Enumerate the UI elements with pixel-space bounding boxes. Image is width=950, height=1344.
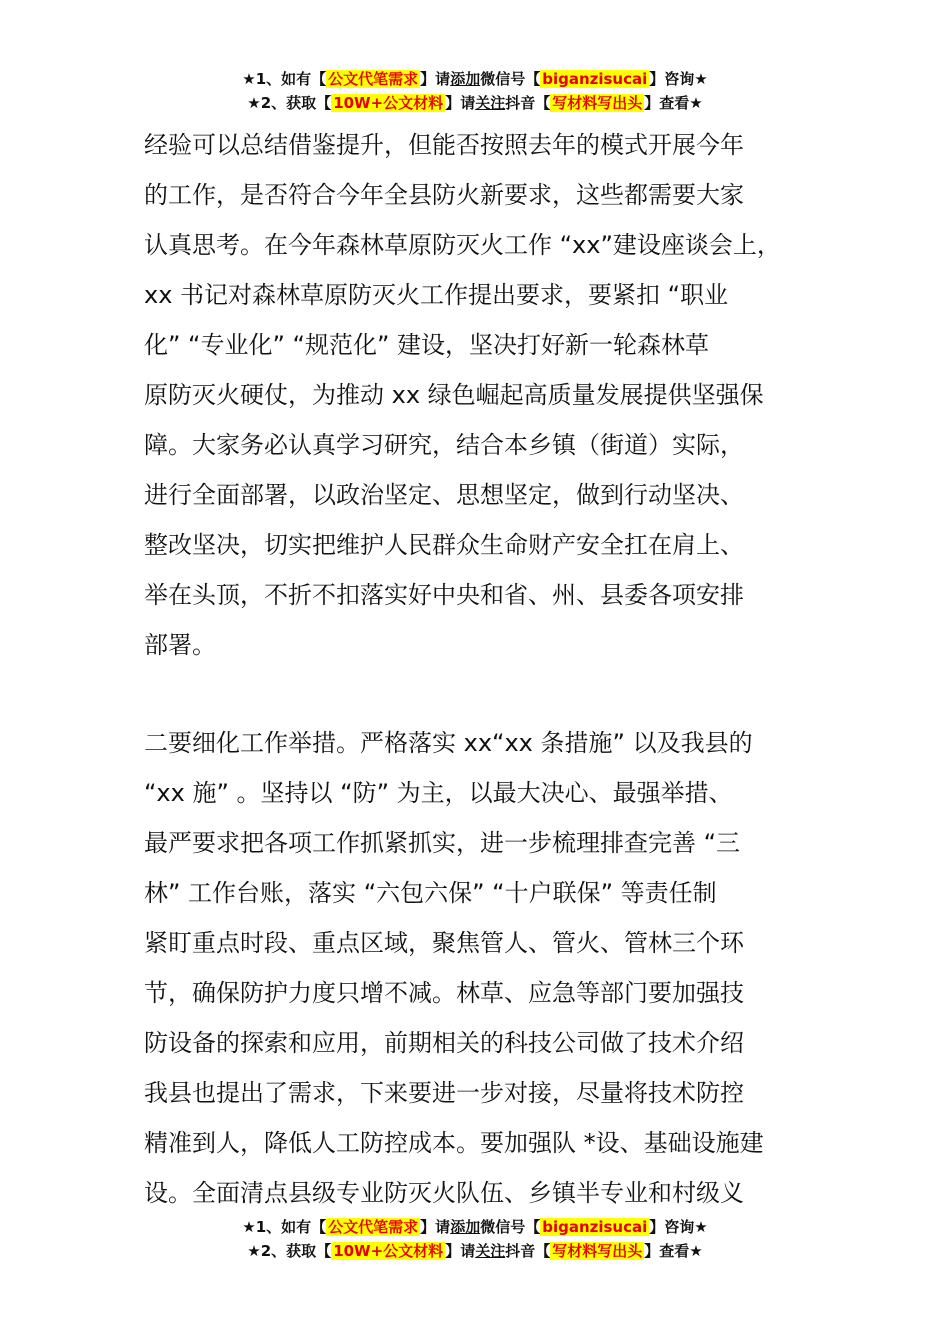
banner-text: 】请 — [445, 1242, 476, 1260]
banner-text: 微信号【 — [480, 70, 541, 88]
highlight-douyin-account: 写材料写出头 — [552, 1242, 643, 1260]
text-line: 举在头顶，不折不扣落实好中央和省、州、县委各项安排 — [144, 581, 744, 609]
text-line: 防设备的探索和应用，前期相关的科技公司做了技术介绍 — [144, 1029, 744, 1057]
banner-text: ★2、获取【 — [247, 94, 332, 112]
banner-text: ★1、如有【 — [242, 70, 327, 88]
text-line: 进行全面部署，以政治坚定、思想坚定，做到行动坚决、 — [144, 481, 744, 509]
banner-text: 】请 — [420, 1218, 451, 1236]
text-line: 认真思考。在今年森林草原防灭火工作 “xx”建设座谈会上， — [144, 231, 781, 259]
highlight-service: 公文代笔需求 — [328, 1218, 419, 1236]
highlight-douyin-account: 写材料写出头 — [552, 94, 643, 112]
text-line: 化” “专业化” “规范化” 建设，坚决打好新一轮森林草 — [144, 331, 710, 359]
banner-line-2 — [0, 92, 950, 116]
banner-text: 】咨询★ — [649, 1218, 708, 1236]
text-line: 经验可以总结借鉴提升，但能否按照去年的模式开展今年 — [144, 131, 744, 159]
banner-text: 抖音【 — [505, 1242, 551, 1260]
banner-text: 】咨询★ — [649, 70, 708, 88]
text-line: 紧盯重点时段、重点区域，聚焦管人、管火、管林三个环 — [144, 929, 744, 957]
banner-underlined-text: 关注 — [475, 94, 506, 112]
text-line: 最严要求把各项工作抓紧抓实，进一步梳理排查完善 “三 — [144, 829, 741, 857]
text-line: 障。大家务必认真学习研究，结合本乡镇（街道）实际， — [144, 431, 744, 459]
highlight-wechat-id: biganzisucai — [542, 70, 648, 88]
banner-line-1 — [0, 68, 950, 92]
banner-text: 微信号【 — [480, 1218, 541, 1236]
text-line: 设。全面清点县级专业防灭火队伍、乡镇半专业和村级义 — [144, 1179, 744, 1207]
banner-line-2 — [0, 1240, 950, 1264]
text-line: 精准到人，降低人工防控成本。要加强队 *设、基础设施建 — [144, 1129, 764, 1157]
highlight-materials: 10W+公文材料 — [333, 94, 444, 112]
banner-text: ★1、如有【 — [242, 1218, 327, 1236]
text-line: 的工作，是否符合今年全县防火新要求，这些都需要大家 — [144, 181, 744, 209]
banner-text: 】查看★ — [644, 94, 703, 112]
text-line: 我县也提出了需求，下来要进一步对接，尽量将技术防控 — [144, 1079, 744, 1107]
header-banner — [0, 68, 950, 116]
highlight-materials: 10W+公文材料 — [333, 1242, 444, 1260]
text-line: 林” 工作台账，落实 “六包六保” “十户联保” 等责任制 — [144, 879, 717, 907]
text-line: “xx 施” 。坚持以 “防” 为主，以最大决心、最强举措、 — [144, 779, 733, 807]
banner-text: 】查看★ — [644, 1242, 703, 1260]
text-line: 原防灭火硬仗，为推动 xx 绿色崛起高质量发展提供坚强保 — [144, 381, 764, 409]
text-line: 整改坚决，切实把维护人民群众生命财产安全扛在肩上、 — [144, 531, 744, 559]
banner-underlined-text: 添加 — [450, 70, 481, 88]
paragraph-1 — [144, 120, 834, 670]
text-line: xx 书记对森林草原防灭火工作提出要求，要紧扣 “职业 — [144, 281, 729, 309]
banner-line-1 — [0, 1216, 950, 1240]
text-line: 部署。 — [144, 631, 216, 659]
paragraph-2 — [144, 718, 834, 1218]
text-line: 节，确保防护力度只增不减。林草、应急等部门要加强技 — [144, 979, 744, 1007]
banner-text: 】请 — [445, 94, 476, 112]
banner-text: 】请 — [420, 70, 451, 88]
banner-text: ★2、获取【 — [247, 1242, 332, 1260]
banner-underlined-text: 添加 — [450, 1218, 481, 1236]
highlight-wechat-id: biganzisucai — [542, 1218, 648, 1236]
footer-banner — [0, 1216, 950, 1264]
banner-underlined-text: 关注 — [475, 1242, 506, 1260]
banner-text: 抖音【 — [505, 94, 551, 112]
highlight-service: 公文代笔需求 — [328, 70, 419, 88]
text-line: 二要细化工作举措。严格落实 xx“xx 条措施” 以及我县的 — [144, 729, 753, 757]
